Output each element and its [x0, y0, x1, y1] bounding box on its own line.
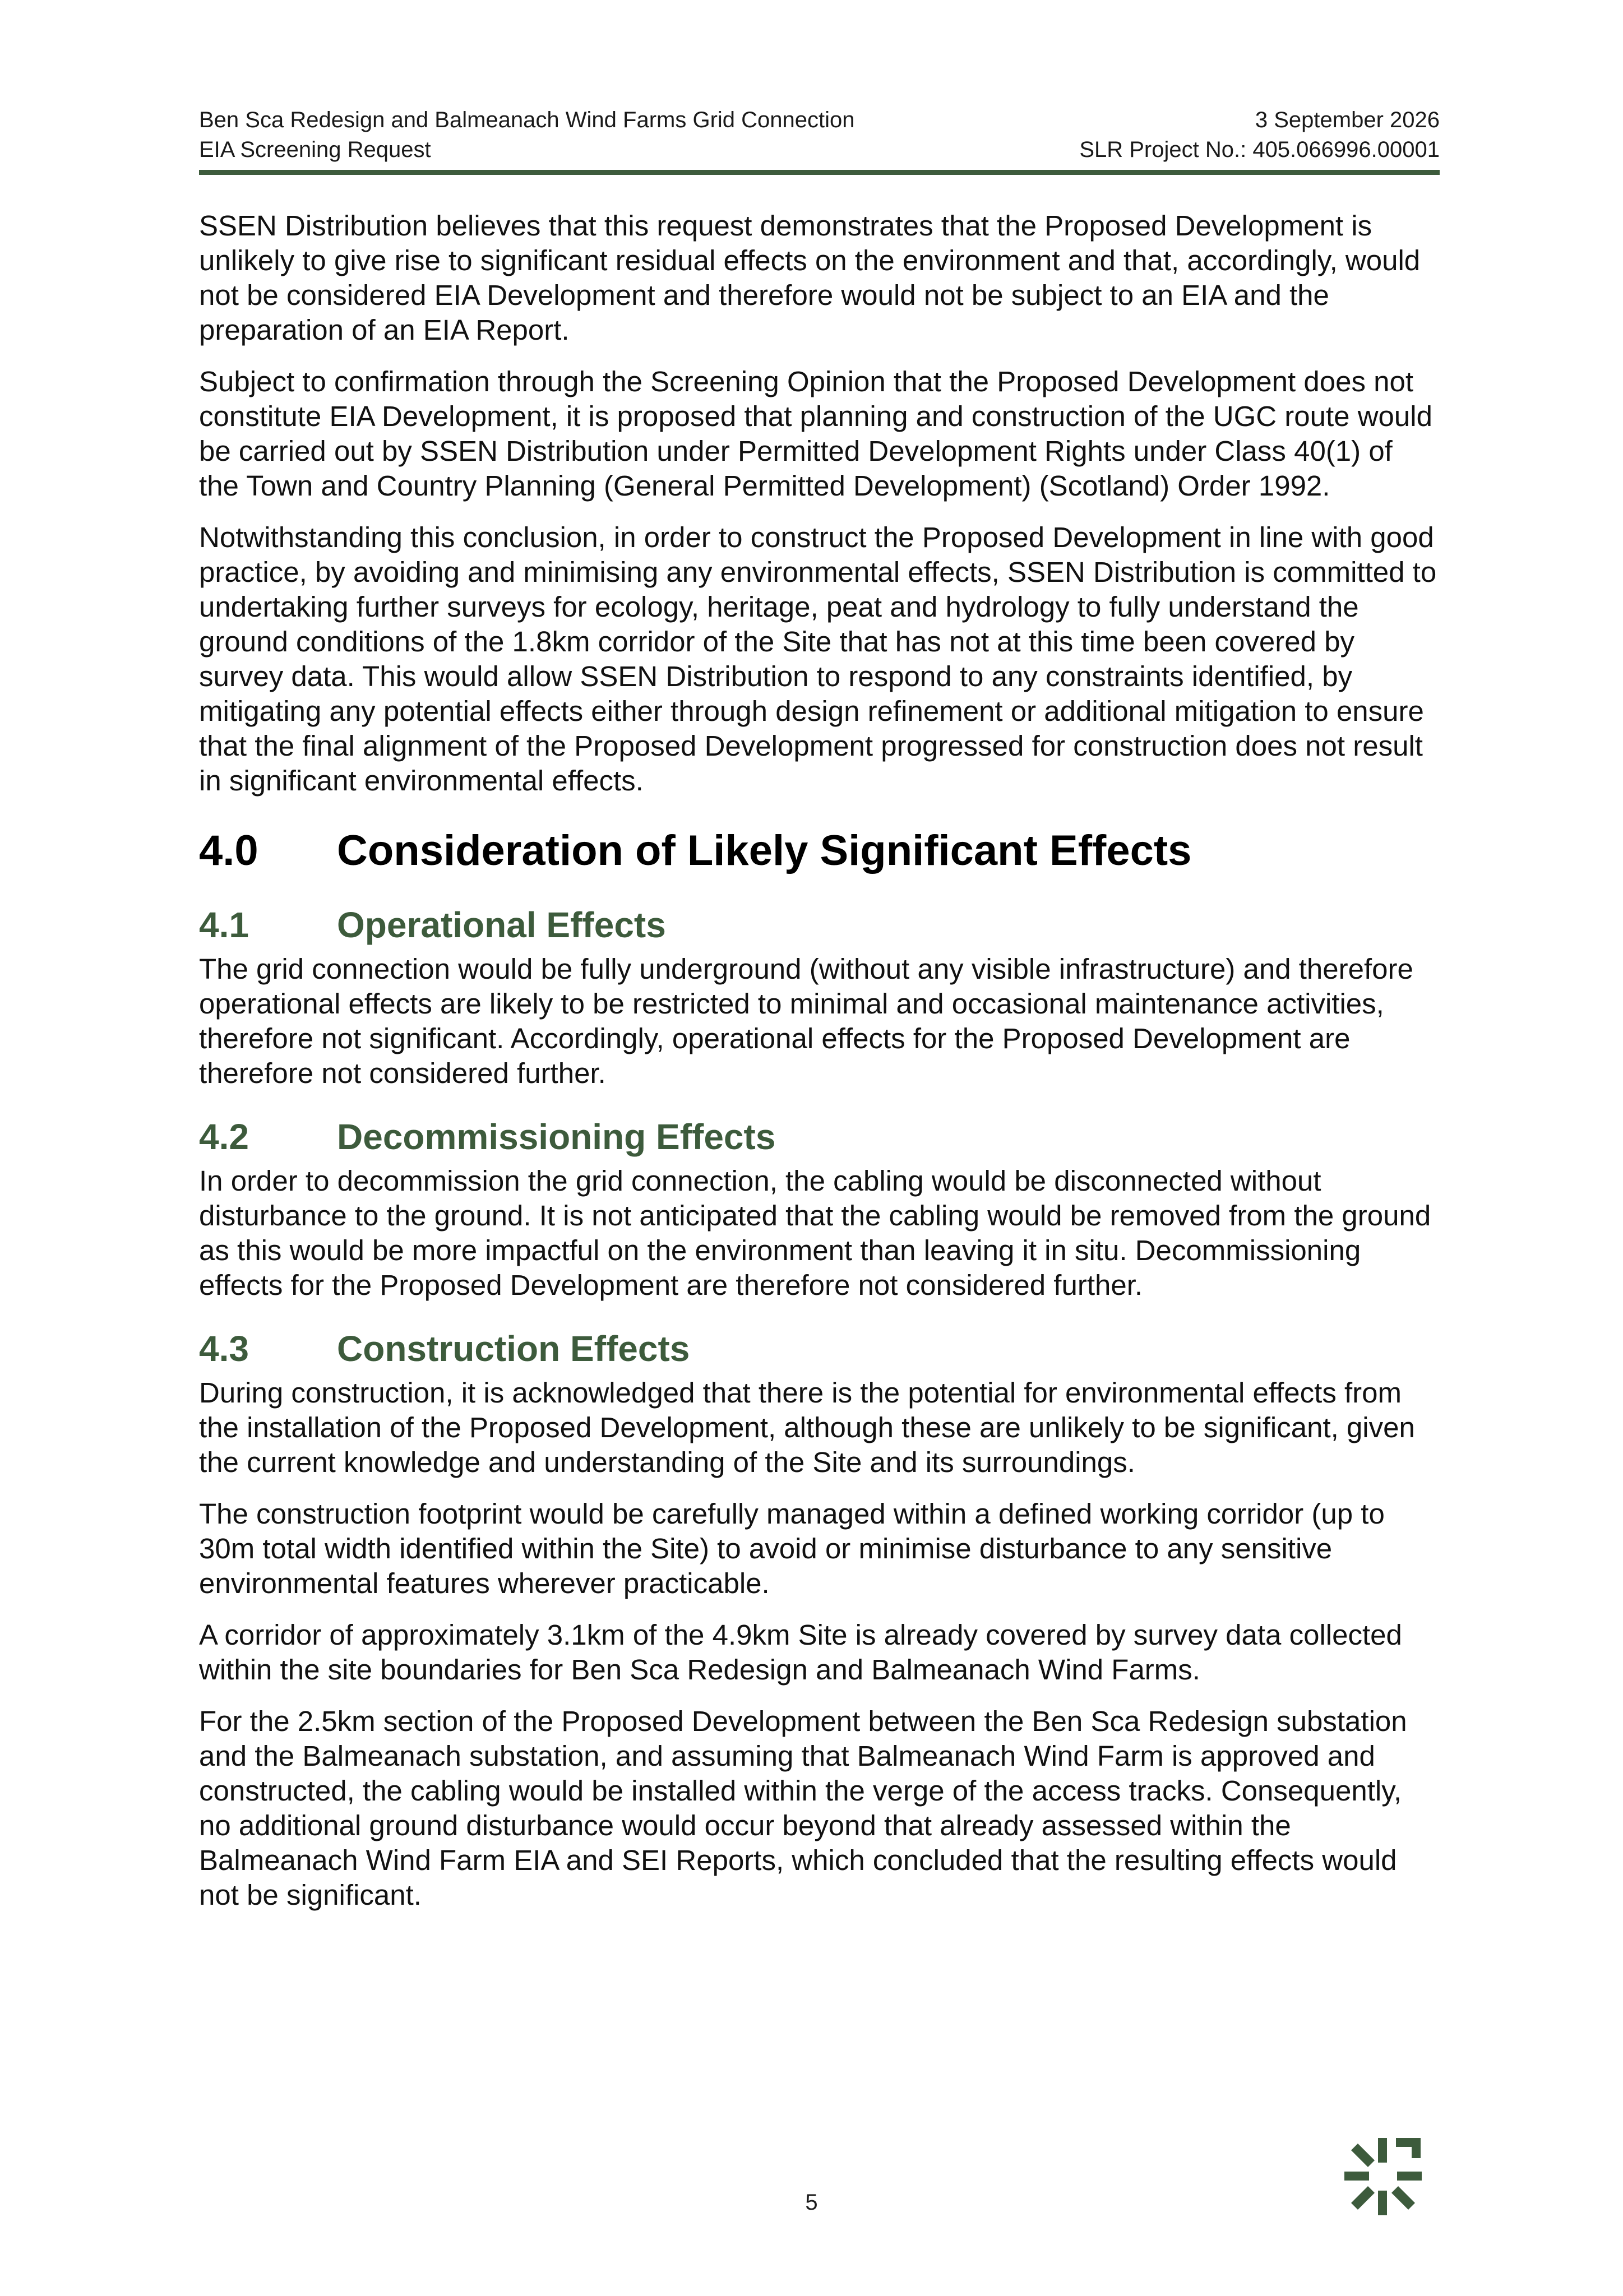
page-header	[199, 105, 1440, 165]
header-divider	[199, 170, 1440, 175]
header-project-number: SLR Project No.: 405.066996.00001	[1079, 137, 1440, 162]
paragraph: The construction footprint would be carefully managed within a defined working corridor (up to 30m total width identified within the Site) to avoid or minimise disturbance to any sensitive environmental features wherever practicable.	[199, 1498, 1385, 1599]
subsection-title: Construction Effects	[337, 1328, 690, 1369]
section-title: Consideration of Likely Significant Effects	[337, 827, 1192, 874]
paragraph: The grid connection would be fully underground (without any visible infrastructure) and therefore operational effects are likely to be restricted to minimal and occasional maintenance activities, therefore not significant. Accordingly, operational effects for the Proposed Development are therefore not considered further.	[199, 953, 1413, 1089]
slr-logo-icon	[1341, 2135, 1425, 2219]
subsection-number: 4.2	[199, 1117, 249, 1157]
paragraph: Subject to confirmation through the Screening Opinion that the Proposed Development does not constitute EIA Development, it is proposed that planning and construction of the UGC route would be carried out by SSEN Distribution under Permitted Development Rights under Class 40(1) of the Town and Country Planning (General Permitted Development) (Scotland) Order 1992.	[199, 365, 1432, 502]
page-number: 5	[805, 2190, 818, 2215]
paragraph: SSEN Distribution believes that this request demonstrates that the Proposed Development is unlikely to give rise to significant residual effects on the environment and that, accordingly, would not be considered EIA Development and therefore would not be subject to an EIA and the preparation of an EIA Report.	[199, 210, 1421, 346]
paragraph: In order to decommission the grid connection, the cabling would be disconnected without disturbance to the ground. It is not anticipated that the cabling would be removed from the ground as this would be more impactful on the environment than leaving it in situ. Decommissioning effects for the Proposed Development are therefore not considered further.	[199, 1165, 1431, 1301]
section-number: 4.0	[199, 827, 258, 874]
header-title: Ben Sca Redesign and Balmeanach Wind Farms Grid Connection	[199, 108, 855, 132]
subsection-title: Operational Effects	[337, 905, 666, 945]
paragraph: During construction, it is acknowledged that there is the potential for environmental effects from the installation of the Proposed Development, although these are unlikely to be significant, given the current knowledge and understanding of the Site and its surroundings.	[199, 1377, 1415, 1478]
page-body	[199, 209, 1440, 1929]
paragraph: A corridor of approximately 3.1km of the 4.9km Site is already covered by survey data collected within the site boundaries for Ben Sca Redesign and Balmeanach Wind Farms.	[199, 1619, 1402, 1686]
subsection-heading	[199, 1113, 1440, 1160]
subsection-heading	[199, 901, 1440, 948]
paragraph: Notwithstanding this conclusion, in order to construct the Proposed Development in line with good practice, by avoiding and minimising any environmental effects, SSEN Distribution is committed to undertaking further surveys for ecology, heritage, peat and hydrology to fully understand the ground conditions of the 1.8km corridor of the Site that has not at this time been covered by survey data. This would allow SSEN Distribution to respond to any constraints identified, by mitigating any potential effects either through design refinement or additional mitigation to ensure that the final alignment of the Proposed Development progressed for construction does not result in significant environmental effects.	[199, 521, 1437, 797]
subsection-number: 4.1	[199, 905, 249, 945]
subsection-title: Decommissioning Effects	[337, 1117, 776, 1157]
header-subtitle: EIA Screening Request	[199, 137, 431, 162]
paragraph: For the 2.5km section of the Proposed Development between the Ben Sca Redesign substation and the Balmeanach substation, and assuming that Balmeanach Wind Farm is approved and constructed, the cabling would be installed within the verge of the access tracks. Consequently, no additional ground disturbance would occur beyond that already assessed within the Balmeanach Wind Farm EIA and SEI Reports, which concluded that the resulting effects would not be significant.	[199, 1705, 1407, 1911]
header-date: 3 September 2026	[1255, 108, 1440, 132]
section-heading	[199, 823, 1440, 879]
subsection-number: 4.3	[199, 1328, 249, 1369]
subsection-heading	[199, 1325, 1440, 1372]
